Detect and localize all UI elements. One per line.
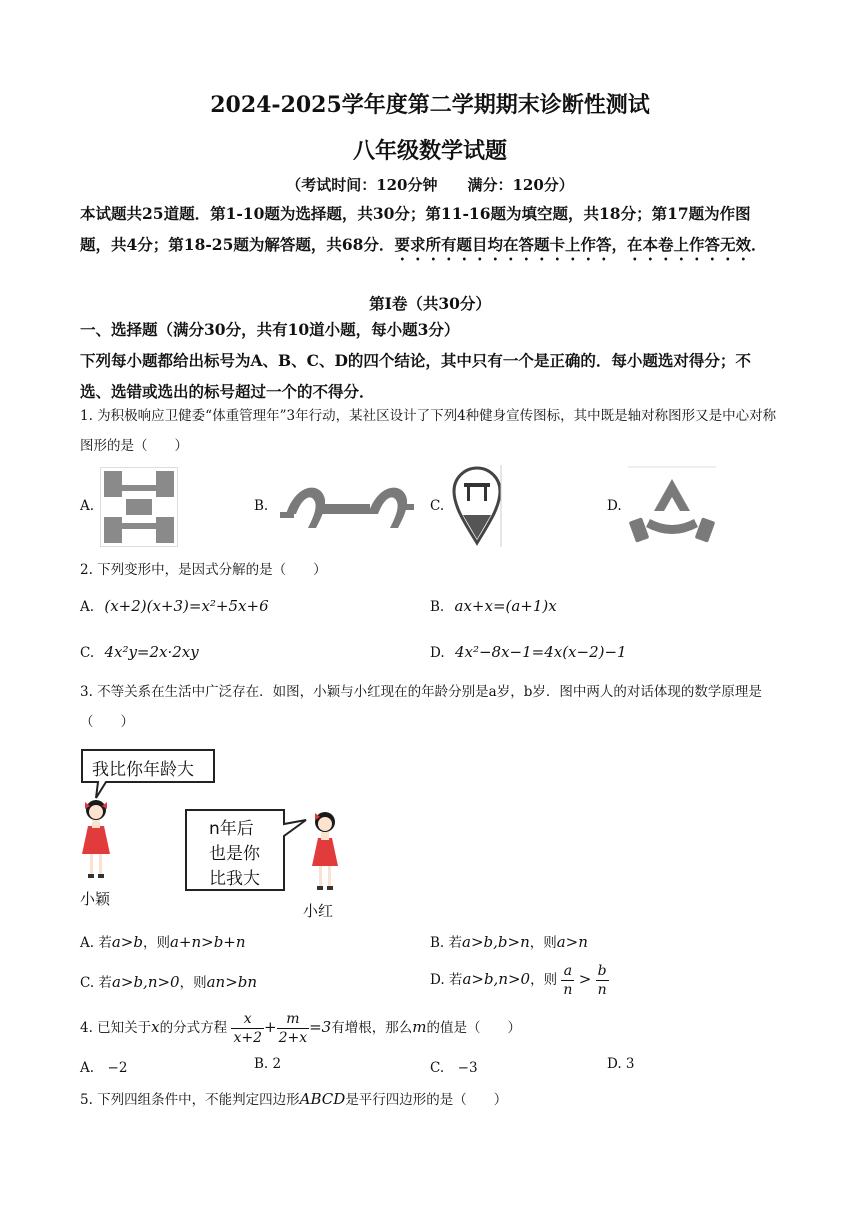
instructions-text: 本试题共25道题．第1-10题为选择题，共30分；第11-16题为填空题，共18分；第17题为作图题，共4分；第18-25题为解答题，共68分．	[80, 204, 751, 254]
q5-name: ABCD	[299, 1090, 346, 1108]
q3-c-cond: a>b,n>0	[111, 973, 180, 991]
girl-xiaoying-figure	[76, 796, 116, 882]
q2-expr-c: 4x²y=2x·2xy	[104, 643, 199, 661]
bubble2-line3: 比我大	[209, 869, 260, 889]
q3-b-res: a>n	[556, 933, 588, 951]
q5-text	[80, 1088, 507, 1108]
q2-label-b: B.	[430, 599, 445, 615]
q2-option-c[interactable]	[80, 643, 199, 661]
q4-frac-1	[231, 1010, 264, 1047]
instructions-emphasis: 要求所有题目均在答题卡上作答，在本卷上作答无效	[394, 235, 751, 254]
name-xiaoying: 小颖	[80, 890, 111, 908]
q4-mid: 的分式方程	[159, 1020, 228, 1036]
q4-text	[80, 1008, 521, 1047]
q3-option-a[interactable]	[80, 931, 246, 951]
q3-d-gt: >	[578, 970, 592, 988]
instructions-end: ．	[750, 235, 767, 254]
section-title: 一、选择题（满分30分，共有10道小题，每小题3分）	[80, 320, 460, 339]
q4-eq: =3	[309, 1018, 332, 1036]
q2-label-a: A.	[80, 599, 95, 615]
q4-option-a[interactable]: A. −2	[80, 1060, 128, 1076]
girl-xiaohong-figure	[307, 808, 343, 894]
exam-title: 2024-2025学年度第二学期期末诊断性测试	[210, 92, 650, 118]
q4-post1: 有增根，那么	[331, 1020, 413, 1036]
q4-f1-num: x	[231, 1010, 264, 1029]
q2-text: 2. 下列变形中，是因式分解的是（ ）	[80, 562, 327, 578]
q4-option-d[interactable]: D. 3	[607, 1056, 635, 1072]
q2-option-a[interactable]	[80, 597, 269, 615]
q5-post: 是平行四边形的是（ ）	[345, 1092, 508, 1108]
bubble2-line2: 也是你	[209, 844, 260, 864]
q3-d-den1: n	[563, 982, 573, 998]
q4-f1-den: x+2	[233, 1030, 262, 1046]
q3-option-c[interactable]	[80, 971, 257, 991]
q1-label-c: C.	[430, 498, 445, 514]
q4-f2-num: m	[277, 1010, 310, 1029]
q3-d-frac-b	[596, 962, 609, 999]
q3-option-b[interactable]	[430, 931, 588, 951]
q3-c-res: an>bn	[206, 973, 258, 991]
q2-label-d: D.	[430, 645, 445, 661]
q4-m: m	[412, 1018, 427, 1036]
q1-label-a: A.	[80, 498, 95, 514]
q2-option-b[interactable]	[430, 597, 557, 615]
q2-expr-d: 4x²−8x−1=4x(x−2)−1	[454, 643, 627, 661]
q4-option-b[interactable]: B. 2	[254, 1056, 282, 1072]
q4-plus: +	[263, 1018, 277, 1036]
speech-bubble-2	[209, 817, 260, 892]
q3-d-num1: a	[561, 962, 574, 981]
part1-title: 第I卷（共30分）	[369, 294, 491, 313]
q2-expr-b: ax+x=(a+1)x	[454, 597, 557, 615]
q3-c-mid: ，则	[179, 975, 207, 991]
q3-d-cond: a>b,n>0	[462, 970, 531, 988]
q1-icon-c	[449, 463, 505, 549]
q1-icon-a	[100, 467, 178, 547]
q1-text: 1. 为积极响应卫健委“体重管理年”3年行动，某社区设计了下列4种健身宣传图标，其中既是轴对称图形又是中心对称图形的是（ ）	[80, 408, 777, 454]
q4-pre: 4. 已知关于	[80, 1020, 152, 1036]
q3-a-cond: a>b	[111, 933, 143, 951]
q3-a-pre: A. 若	[80, 935, 112, 951]
q3-text: 3. 不等关系在生活中广泛存在．如图，小颖与小红现在的年龄分别是a岁，b岁．图中两人的对话体现的数学原理是（ ）	[80, 684, 762, 730]
name-xiaohong: 小红	[303, 902, 334, 920]
q4-option-c[interactable]: C. −3	[430, 1060, 478, 1076]
q1-icon-b	[276, 474, 418, 540]
q2-option-d[interactable]	[430, 643, 627, 661]
q3-option-d[interactable]	[430, 962, 609, 999]
q1-label-d: D.	[607, 498, 622, 514]
q4-f2-den: 2+x	[278, 1030, 308, 1046]
q4-var: x	[151, 1018, 160, 1036]
q1-icon-d	[628, 465, 716, 549]
q4-frac-2	[277, 1010, 310, 1047]
q3-d-den2: n	[597, 982, 607, 998]
q3-b-mid: ，则	[529, 935, 557, 951]
q5-pre: 5. 下列四组条件中，不能判定四边形	[80, 1092, 300, 1108]
q3-a-res: a+n>b+n	[169, 933, 246, 951]
q3-d-num2: b	[596, 962, 609, 981]
section-instruction: 下列每小题都给出标号为A、B、C、D的四个结论，其中只有一个是正确的．每小题选对得分；不选、选错或选出的标号超过一个的不得分．	[80, 351, 751, 401]
q3-d-frac-a	[561, 962, 574, 999]
q4-post2: 的值是（ ）	[426, 1020, 521, 1036]
q2-label-c: C.	[80, 645, 95, 661]
q3-d-pre: D. 若	[430, 972, 463, 988]
q3-a-mid: ，则	[142, 935, 170, 951]
q2-expr-a: (x+2)(x+3)=x²+5x+6	[104, 597, 269, 615]
bubble2-line1: n年后	[209, 819, 254, 839]
exam-instructions	[80, 198, 780, 264]
q3-c-pre: C. 若	[80, 975, 112, 991]
q3-b-cond: a>b,b>n	[462, 933, 530, 951]
q3-d-mid: ，则	[530, 972, 558, 988]
q3-b-pre: B. 若	[430, 935, 463, 951]
exam-info: （考试时间：120分钟 满分：120分）	[286, 176, 574, 194]
q1-label-b: B.	[254, 498, 269, 514]
exam-subtitle: 八年级数学试题	[352, 138, 507, 164]
speech-bubble-1: 我比你年龄大	[92, 760, 194, 780]
